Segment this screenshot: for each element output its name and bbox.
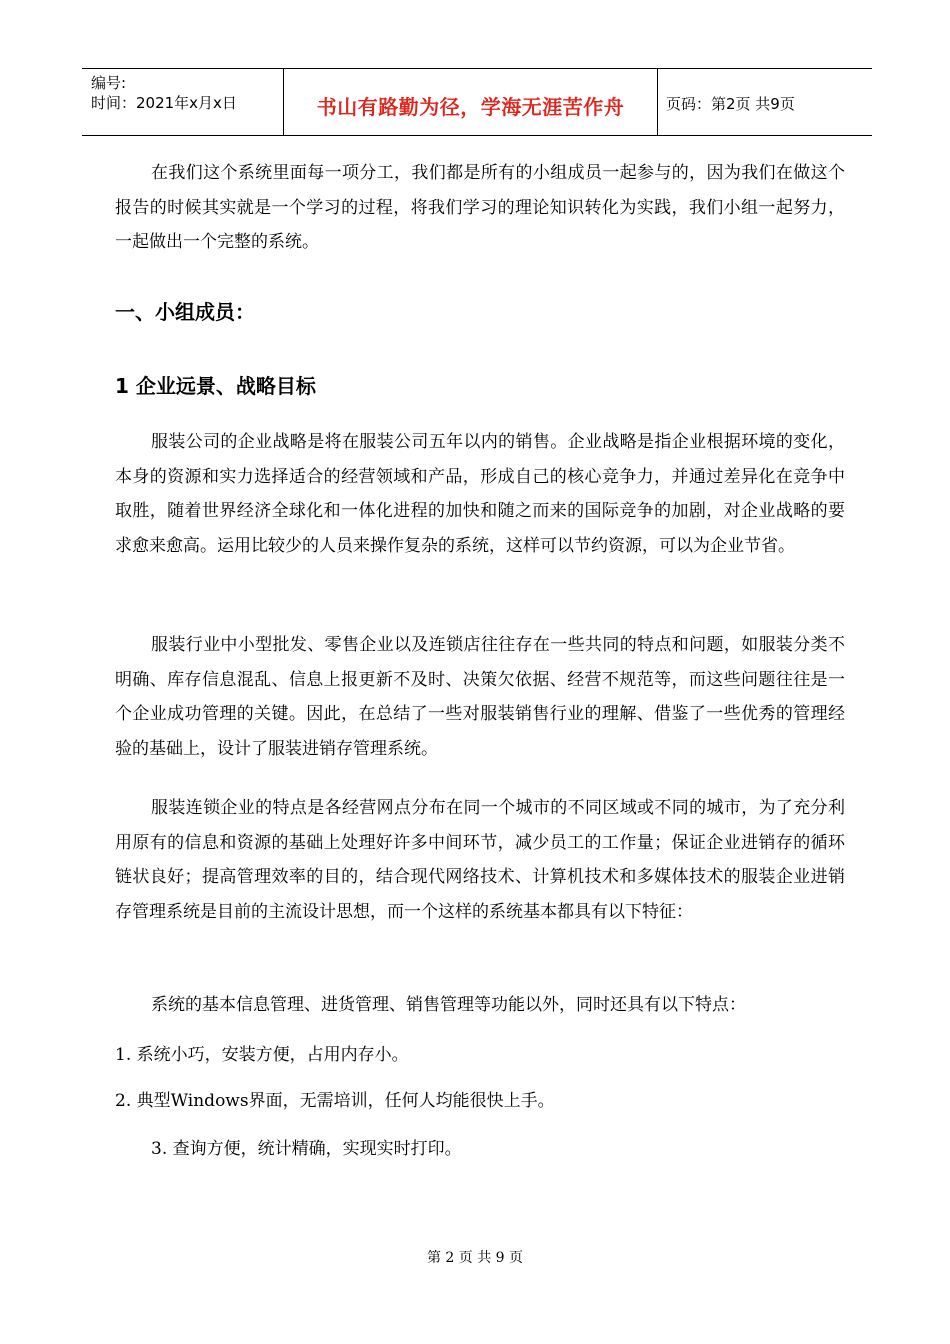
paragraph-chain: 服装连锁企业的特点是各经营网点分布在同一个城市的不同区域或不同的城市，为了充分利用原有的信息和资源的基础上处理好许多中间环节，减少员工的工作量；保证企业进销存的循环链状良好；提高管理效率的目的，结合现代网络技术、计算机技术和多媒体技术的服装企业进销存管理系统是目前的主流设计思想，而一个这样的系统基本都具有以下特征： (115, 798, 845, 922)
paragraph-strategy: 服装公司的企业战略是将在服装公司五年以内的销售。企业战略是指企业根据环境的变化，本身的资源和实力选择适合的经营领域和产品，形成自己的核心竞争力，并通过差异化在竞争中取胜，随着世界经济全球化和一体化进程的加快和随之而来的国际竞争的加剧，对企业战略的要求愈来愈高。运用比较少的人员来操作复杂的系统，这样可以节约资源，可以为企业节省。 (115, 432, 845, 556)
intro-paragraph: 在我们这个系统里面每一项分工，我们都是所有的小组成员一起参与的，因为我们在做这个报告的时候其实就是一个学习的过程，将我们学习的理论知识转化为实践，我们小组一起努力，一起做出一个完整的系统。 (115, 163, 845, 252)
header-page-info: 页码：第2页 共9页 (666, 95, 795, 113)
motto-text: 书山有路勤为径，学海无涯苦作舟 (316, 95, 625, 119)
footer-page-number: 第 2 页 共 9 页 (426, 1250, 524, 1266)
paragraph-features-intro: 系统的基本信息管理、进货管理、销售管理等功能以外，同时还具有以下特点： (151, 995, 746, 1015)
header-motto-cell (284, 69, 658, 135)
paragraph-industry: 服装行业中小型批发、零售企业以及连锁店往往存在一些共同的特点和问题，如服装分类不明确、库存信息混乱、信息上报更新不及时、决策欠依据、经营不规范等，而这些问题往往是一个企业成功管理的关键。因此，在总结了一些对服装销售行业的理解、借鉴了一些优秀的管理经验的基础上，设计了服装进销存管理系统。 (115, 635, 845, 759)
number-label: 编号: (91, 74, 127, 92)
time-label: 时间：2021年x月x日 (91, 94, 237, 112)
section-heading-vision: 1 企业远景、战略目标 (115, 374, 316, 398)
header-page-cell (658, 69, 872, 135)
page-footer (0, 1247, 950, 1267)
list-item: 1. 系统小巧，安装方便，占用内存小。 (115, 1045, 409, 1065)
list-item: 3. 查询方便，统计精确，实现实时打印。 (151, 1139, 462, 1159)
list-item: 2. 典型Windows界面，无需培训，任何人均能很快上手。 (115, 1091, 555, 1111)
page-header (82, 68, 872, 136)
section-heading-members: 一、小组成员： (115, 300, 255, 324)
header-meta-cell (82, 69, 284, 135)
